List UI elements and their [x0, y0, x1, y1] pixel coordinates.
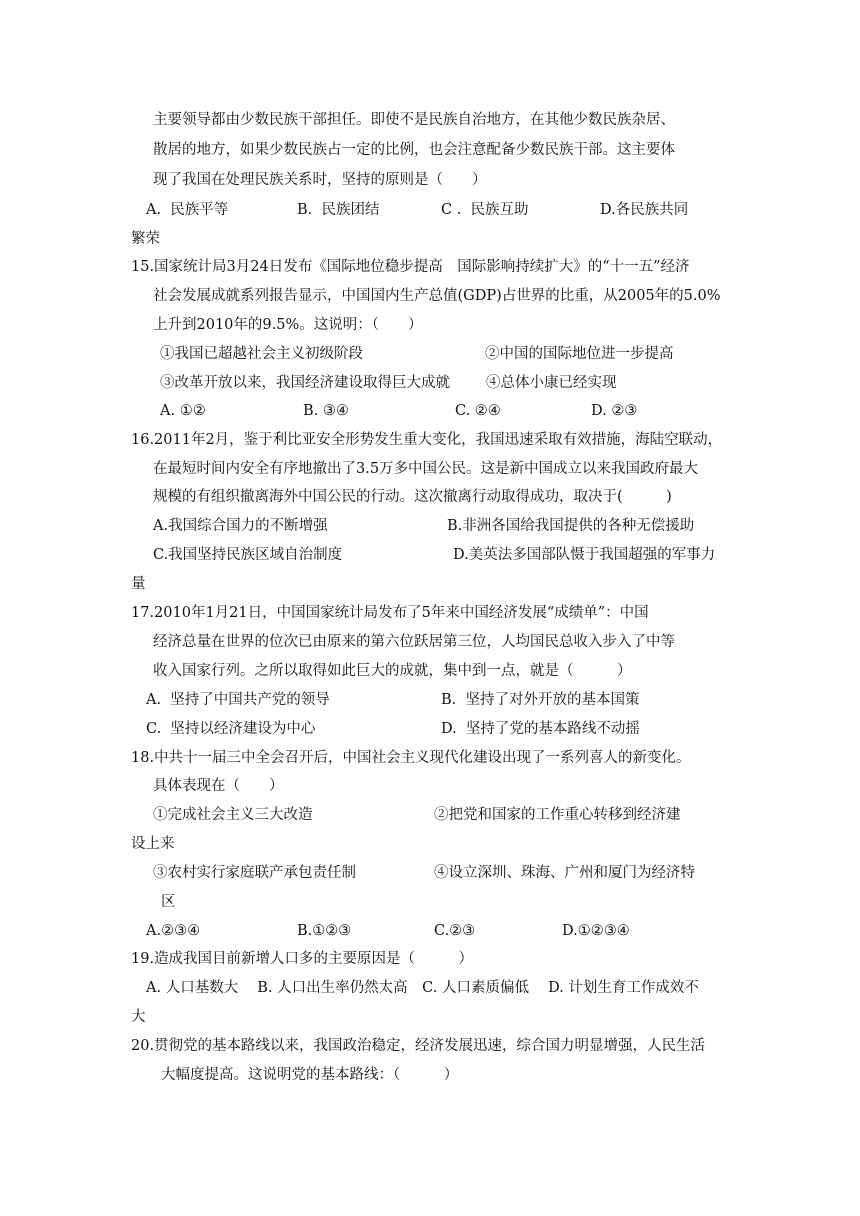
- q14-option-a: A. 民族平等: [146, 202, 229, 218]
- q15-line-1: 15.国家统计局3月24日发布《国际地位稳步提高 国际影响持续扩大》的“十一五”经济: [131, 259, 690, 275]
- q18-statement-4: ④设立深圳、珠海、广州和厦门为经济特: [434, 865, 695, 881]
- q20-line-2: 大幅度提高。这说明党的基本路线：（ ）: [161, 1067, 459, 1083]
- q16-line-1: 16.2011年2月，鉴于利比亚安全形势发生重大变化，我国迅速采取有效措施，海陆空联动，: [131, 432, 723, 448]
- q19-options: A. 人口基数大 B. 人口出生率仍然太高 C. 人口素质偏低 D. 计划生育工作成效不: [146, 980, 699, 996]
- q14-line-3: 现了我国在处理民族关系时，坚持的原则是（ ）: [153, 172, 487, 188]
- q18-option-c: C.②③: [434, 923, 476, 939]
- q17-option-b: B. 坚持了对外开放的基本国策: [441, 692, 640, 708]
- q15-line-3: 上升到2010年的9.5%。这说明：（ ）: [153, 317, 423, 333]
- q17-line-1: 17.2010年1月21日，中国国家统计局发布了5年来中国经济发展“成绩单”：中国: [131, 605, 649, 621]
- q18-statement-2: ②把党和国家的工作重心转移到经济建: [434, 807, 681, 823]
- q18-statement-4-wrap: 区: [161, 894, 176, 910]
- q15-option-d: D. ②③: [591, 403, 638, 419]
- q18-statement-3: ③农村实行家庭联产承包责任制: [153, 865, 356, 881]
- q14-option-d: D.各民族共同: [600, 202, 689, 218]
- q16-option-c: C.我国坚持民族区域自治制度: [153, 547, 343, 563]
- q16-option-d: D.美英法多国部队慑于我国超强的军事力: [453, 547, 716, 563]
- q18-statement-2-wrap: 设上来: [131, 836, 175, 852]
- q18-statement-1: ①完成社会主义三大改造: [153, 807, 313, 823]
- q18-option-a: A.②③④: [146, 923, 201, 939]
- q14-line-2: 散居的地方，如果少数民族占一定的比例，也会注意配备少数民族干部。这主要体: [153, 142, 675, 158]
- q17-line-2: 经济总量在世界的位次已由原来的第六位跃居第三位，人均国民总收入步入了中等: [153, 634, 675, 650]
- q18-line-1: 18.中共十一届三中全会召开后，中国社会主义现代化建设出现了一系列喜人的新变化。: [131, 750, 691, 766]
- q14-option-d-wrap: 繁荣: [131, 231, 160, 247]
- q15-option-a: A. ①②: [160, 403, 206, 419]
- q17-option-c: C. 坚持以经济建设为中心: [146, 721, 316, 737]
- q15-statement-2: ②中国的国际地位进一步提高: [485, 346, 674, 362]
- q15-line-2: 社会发展成就系列报告显示，中国国内生产总值(GDP)占世界的比重，从2005年的5.0%: [153, 288, 721, 304]
- q15-statement-1: ①我国已超越社会主义初级阶段: [160, 346, 363, 362]
- q16-option-b: B.非洲各国给我国提供的各种无偿援助: [447, 518, 695, 534]
- q17-line-3: 收入国家行列。之所以取得如此巨大的成就，集中到一点，就是（ ）: [153, 663, 632, 679]
- q15-statement-3: ③改革开放以来，我国经济建设取得巨大成就: [160, 375, 450, 391]
- q16-option-a: A.我国综合国力的不断增强: [153, 518, 328, 534]
- q14-line-1: 主要领导都由少数民族干部担任。即使不是民族自治地方，在其他少数民族杂居、: [153, 112, 675, 128]
- q14-option-b: B. 民族团结: [297, 202, 380, 218]
- q18-option-d: D.①②③④: [562, 923, 630, 939]
- q18-line-2: 具体表现在（ ）: [153, 778, 284, 794]
- q19-options-wrap: 大: [131, 1009, 146, 1025]
- q17-option-d: D. 坚持了党的基本路线不动摇: [441, 721, 640, 737]
- q16-line-2: 在最短时间内安全有序地撤出了3.5万多中国公民。这是新中国成立以来我国政府最大: [153, 461, 699, 477]
- q16-option-d-wrap: 量: [131, 576, 146, 592]
- q15-option-b: B. ③④: [303, 403, 349, 419]
- q15-option-c: C. ②④: [455, 403, 501, 419]
- q19-line-1: 19.造成我国目前新增人口多的主要原因是（ ）: [131, 951, 474, 967]
- q15-statement-4: ④总体小康已经实现: [486, 375, 617, 391]
- q16-line-3: 规模的有组织撤离海外中国公民的行动。这次撤离行动取得成功，取决于( ): [153, 489, 672, 505]
- q17-option-a: A. 坚持了中国共产党的领导: [146, 692, 330, 708]
- q20-line-1: 20.贯彻党的基本路线以来，我国政治稳定，经济发展迅速，综合国力明显增强，人民生活: [131, 1038, 706, 1054]
- q18-option-b: B.①②③: [297, 923, 352, 939]
- q14-option-c: C . 民族互助: [441, 202, 529, 218]
